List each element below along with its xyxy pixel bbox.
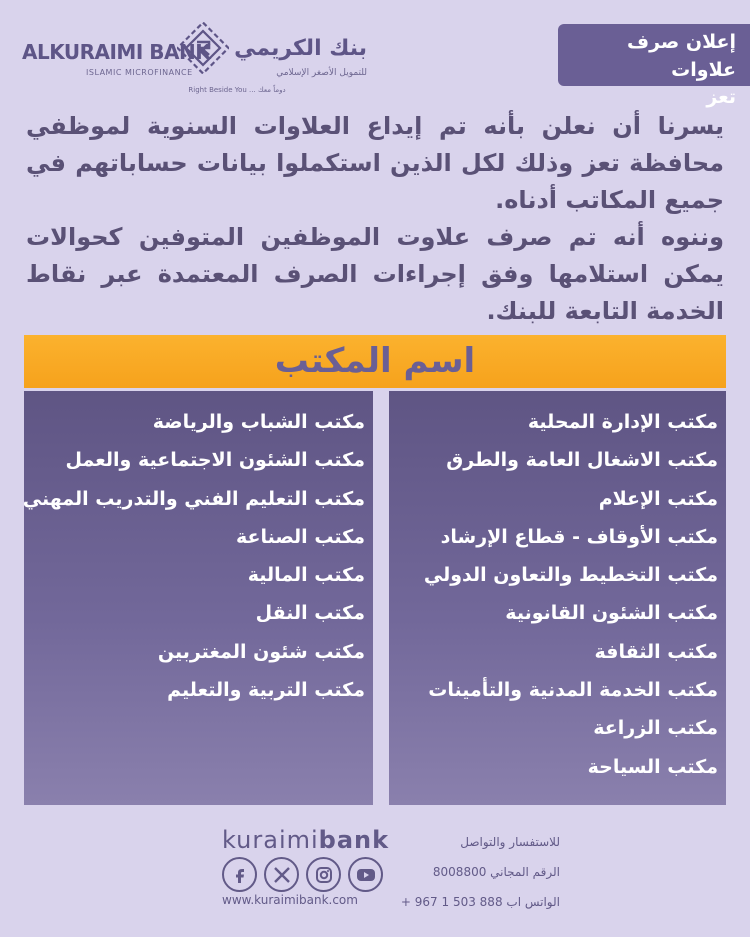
- logo-sub-en: ISLAMIC MICROFINANCE: [86, 68, 193, 77]
- website-link[interactable]: www.kuraimibank.com: [222, 893, 358, 907]
- offices-table-header: اسم المكتب: [24, 335, 726, 388]
- brand-light: kuraimi: [222, 826, 319, 854]
- office-item: مكتب الاشغال العامة والطرق: [446, 449, 718, 472]
- office-item: مكتب السياحة: [587, 755, 718, 778]
- notice-paragraph-1: يسرنا أن نعلن بأنه تم إيداع العلاوات السنوية لموظفي محافظة تعز وذلك لكل الذين استكملوا بيانات حساباتهم في جميع المكاتب أدناه.: [26, 112, 724, 214]
- office-item: مكتب المالية: [247, 564, 365, 587]
- office-item: مكتب الثقافة: [594, 640, 718, 663]
- office-item: مكتب التخطيط والتعاون الدولي: [423, 564, 718, 587]
- office-item: مكتب الصناعة: [235, 525, 365, 548]
- contact-title: للاستفسار والتواصل: [460, 835, 560, 849]
- notice-text: [26, 108, 724, 330]
- brand-bold: bank: [318, 826, 390, 854]
- office-item: مكتب الأوقاف - قطاع الإرشاد: [440, 525, 718, 548]
- logo-name-ar: بنك الكريمي: [234, 36, 367, 61]
- toll-free-number: الرقم المجاني 8008800: [432, 865, 560, 879]
- announcement-title: إعلان صرف علاوات: [627, 31, 736, 81]
- office-item: مكتب الزراعة: [593, 717, 718, 740]
- facebook-icon[interactable]: [222, 857, 257, 892]
- announcement-city: تعز: [706, 86, 736, 108]
- bank-logo: [22, 22, 367, 102]
- footer-brand: [222, 826, 389, 854]
- office-item: مكتب الشباب والرياضة: [152, 411, 365, 433]
- logo-name-en: ALKURAIMI BANK: [22, 40, 211, 64]
- bank-emblem-icon: [177, 22, 229, 74]
- office-item: مكتب الشئون الاجتماعية والعمل: [65, 449, 365, 472]
- logo-slogan: Right Beside You ... دوماً معك: [188, 86, 286, 94]
- instagram-icon[interactable]: [306, 857, 341, 892]
- whatsapp-number: الواتس اب 888 503 1 967 +: [400, 895, 560, 909]
- youtube-icon[interactable]: [348, 857, 383, 892]
- announcement-badge: [558, 24, 750, 108]
- notice-paragraph-2: وننوه أنه تم صرف علاوت الموظفين المتوفين كحوالات يمكن استلامها وفق إجراءات الصرف المعتمدة عبر نقاط الخدمة التابعة للبنك.: [26, 223, 724, 325]
- office-item: مكتب الإدارة المحلية: [527, 411, 718, 433]
- contact-info: [400, 830, 560, 920]
- office-item: مكتب التعليم الفني والتدريب المهني: [22, 487, 365, 510]
- office-item: مكتب التربية والتعليم: [167, 679, 365, 702]
- office-item: مكتب شئون المغتربين: [157, 640, 365, 663]
- office-item: مكتب الإعلام: [598, 487, 718, 510]
- offices-column-right: [389, 391, 726, 805]
- office-item: مكتب الشئون القانونية: [505, 602, 718, 625]
- logo-sub-ar: للتمويل الأصغر الإسلامي: [276, 68, 367, 78]
- x-icon[interactable]: [264, 857, 299, 892]
- offices-column-left: [24, 391, 373, 805]
- office-item: مكتب النقل: [255, 602, 365, 625]
- office-item: مكتب الخدمة المدنية والتأمينات: [428, 679, 718, 702]
